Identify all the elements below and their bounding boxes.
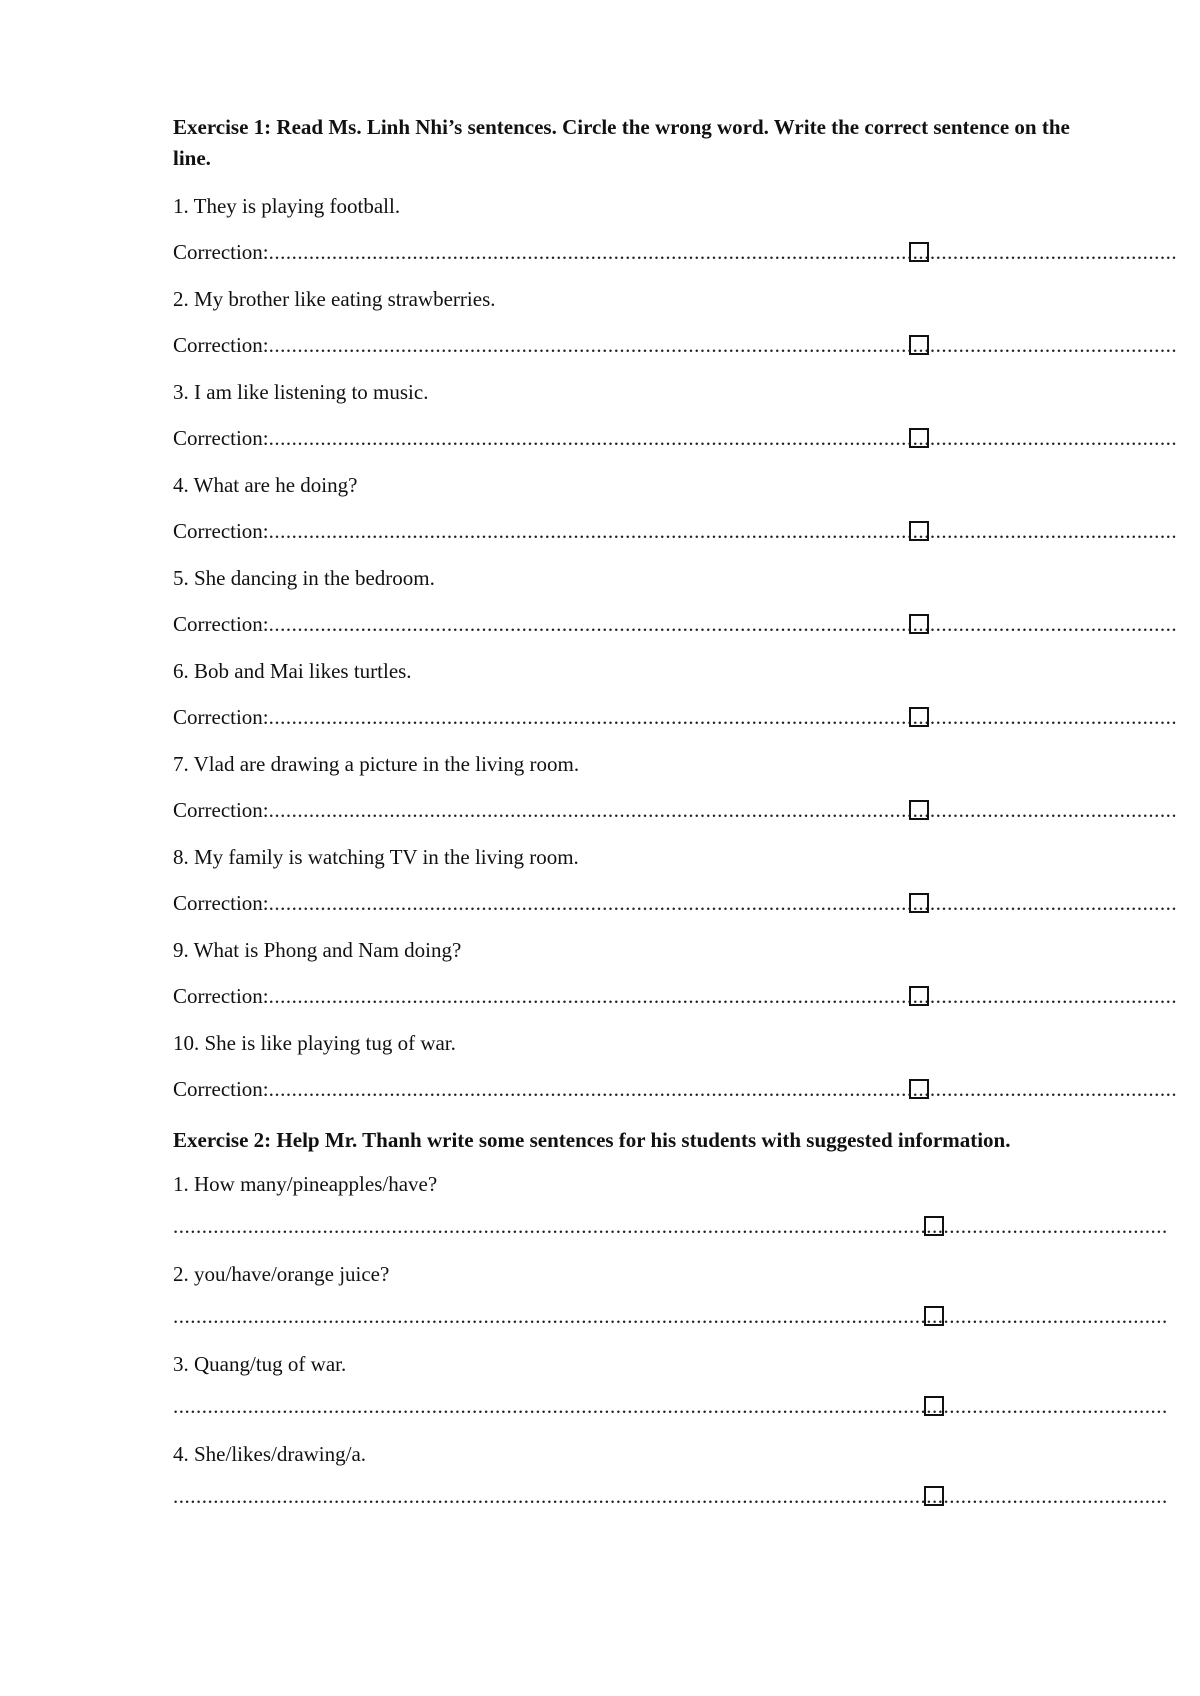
exercise1-item [173,192,1178,266]
correction-line[interactable] [173,424,1178,452]
exercise2-prompt: 4. She/likes/drawing/a. [173,1442,367,1466]
answer-line[interactable] [173,1392,1168,1420]
correction-line[interactable] [173,331,1178,359]
checkbox-icon[interactable] [909,614,929,634]
answer-dotted-line[interactable]: ............................................................................................................................................................................. [173,1394,1168,1418]
answer-line[interactable] [173,1212,1168,1240]
exercise1-sentence: 10. She is like playing tug of war. [173,1031,456,1055]
answer-dotted-line[interactable]: .............................................................................................................................................................. [268,519,1178,543]
checkbox-icon[interactable] [909,1079,929,1099]
answer-dotted-line[interactable]: ............................................................................................................................................................................. [173,1304,1168,1328]
exercise1-sentence: 2. My brother like eating strawberries. [173,287,496,311]
answer-dotted-line[interactable]: .............................................................................................................................................................. [268,798,1178,822]
exercise2-item [173,1350,1168,1420]
exercise1-heading: Exercise 1: Read Ms. Linh Nhi’s sentences. Circle the wrong word. Write the correct sentence on the line. [173,115,1070,170]
answer-line[interactable] [173,1302,1168,1330]
checkbox-icon[interactable] [909,707,929,727]
checkbox-icon[interactable] [924,1306,944,1326]
answer-dotted-line[interactable]: .............................................................................................................................................................. [268,333,1178,357]
correction-label: Correction: [173,612,269,636]
correction-line[interactable] [173,610,1178,638]
exercise2-item [173,1440,1168,1510]
correction-label: Correction: [173,426,269,450]
checkbox-icon[interactable] [909,986,929,1006]
correction-label: Correction: [173,519,269,543]
exercise2-prompt: 1. How many/pineapples/have? [173,1172,438,1196]
checkbox-icon[interactable] [909,335,929,355]
exercise1-sentence: 8. My family is watching TV in the living room. [173,845,579,869]
checkbox-icon[interactable] [909,242,929,262]
answer-dotted-line[interactable]: .............................................................................................................................................................. [268,1077,1178,1101]
exercise1-item [173,657,1178,731]
answer-dotted-line[interactable]: .............................................................................................................................................................. [268,426,1178,450]
correction-label: Correction: [173,984,269,1008]
answer-dotted-line[interactable]: .............................................................................................................................................................. [268,612,1178,636]
exercise1-sentence: 4. What are he doing? [173,473,358,497]
correction-line[interactable] [173,889,1178,917]
exercise2-heading: Exercise 2: Help Mr. Thanh write some sentences for his students with suggested information. [173,1128,1011,1152]
exercise1-sentence: 7. Vlad are drawing a picture in the living room. [173,752,580,776]
answer-dotted-line[interactable]: .............................................................................................................................................................. [268,705,1178,729]
checkbox-icon[interactable] [924,1216,944,1236]
correction-label: Correction: [173,333,269,357]
exercise2-item [173,1260,1168,1330]
exercise1-sentence: 6. Bob and Mai likes turtles. [173,659,412,683]
correction-label: Correction: [173,798,269,822]
correction-label: Correction: [173,240,269,264]
answer-dotted-line[interactable]: .............................................................................................................................................................. [268,984,1178,1008]
exercise1-item [173,471,1178,545]
correction-line[interactable] [173,238,1178,266]
correction-line[interactable] [173,1075,1178,1103]
exercise1-item [173,750,1178,824]
exercise1-sentence: 1. They is playing football. [173,194,401,218]
exercise1-sentence: 9. What is Phong and Nam doing? [173,938,462,962]
correction-line[interactable] [173,517,1178,545]
exercise1-item [173,564,1178,638]
exercise2-prompt: 2. you/have/orange juice? [173,1262,390,1286]
answer-dotted-line[interactable]: ............................................................................................................................................................................. [173,1484,1168,1508]
exercise2-list [173,1170,1168,1510]
checkbox-icon[interactable] [924,1486,944,1506]
answer-dotted-line[interactable]: .............................................................................................................................................................. [268,240,1178,264]
exercise1-item [173,285,1178,359]
exercise1-item [173,378,1178,452]
exercise2-item [173,1170,1168,1240]
exercise1-item [173,843,1178,917]
checkbox-icon[interactable] [909,428,929,448]
correction-line[interactable] [173,703,1178,731]
exercise2-prompt: 3. Quang/tug of war. [173,1352,347,1376]
answer-line[interactable] [173,1482,1168,1510]
checkbox-icon[interactable] [909,800,929,820]
exercise1-sentence: 5. She dancing in the bedroom. [173,566,435,590]
answer-dotted-line[interactable]: ............................................................................................................................................................................. [173,1214,1168,1238]
correction-label: Correction: [173,705,269,729]
correction-line[interactable] [173,982,1178,1010]
exercise1-item [173,936,1178,1010]
correction-label: Correction: [173,1077,269,1101]
checkbox-icon[interactable] [909,893,929,913]
exercise1-list [173,192,1178,1103]
correction-line[interactable] [173,796,1178,824]
exercise1-sentence: 3. I am like listening to music. [173,380,429,404]
checkbox-icon[interactable] [909,521,929,541]
exercise1-item [173,1029,1178,1103]
worksheet [173,112,1178,1530]
answer-dotted-line[interactable]: .............................................................................................................................................................. [268,891,1178,915]
correction-label: Correction: [173,891,269,915]
checkbox-icon[interactable] [924,1396,944,1416]
